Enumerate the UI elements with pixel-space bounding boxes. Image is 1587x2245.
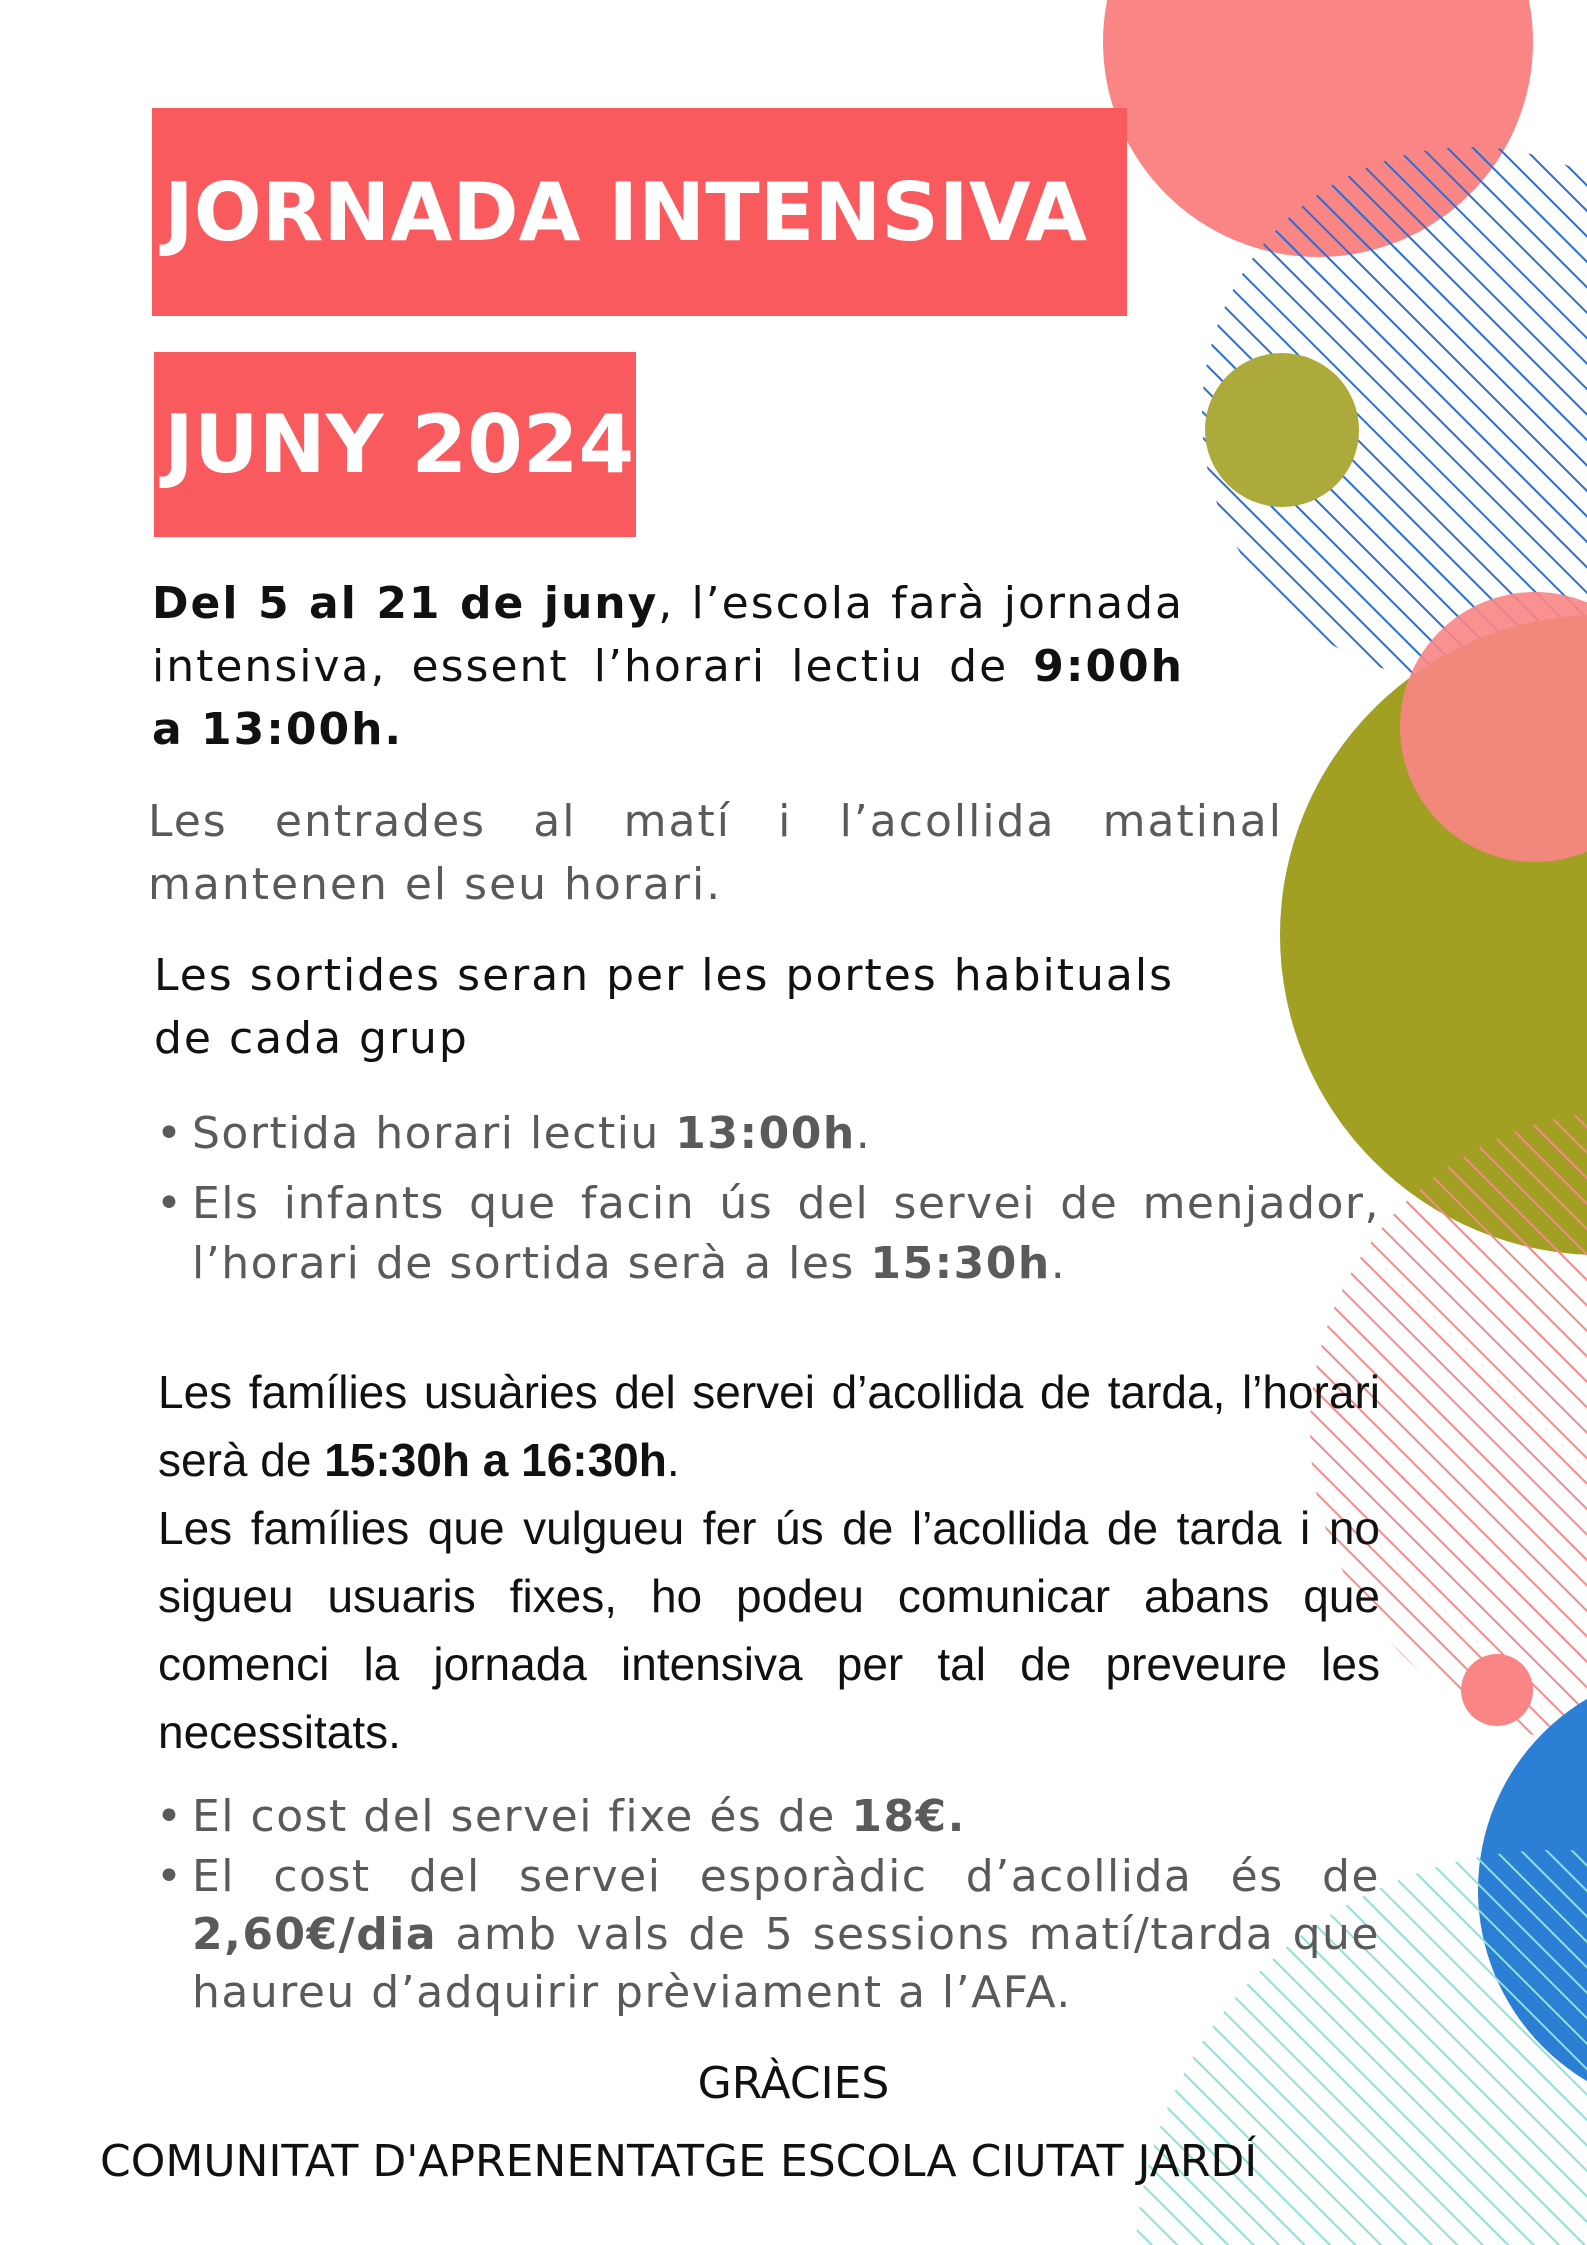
exit-times-list bbox=[150, 1104, 1380, 1304]
afternoon-hours: 15:30h a 16:30h bbox=[324, 1434, 667, 1486]
coral-small-circle bbox=[1461, 1654, 1533, 1726]
list-item: • Sortida horari lectiu 13:00h. bbox=[150, 1104, 1380, 1164]
subtitle-banner bbox=[154, 352, 636, 537]
dates-text: , l’escola farà jornada intensiva, essent l’horari lectiu de bbox=[152, 578, 1184, 692]
exits-paragraph: Les sortides seran per les portes habituals de cada grup bbox=[154, 950, 1174, 1064]
olive-small-circle bbox=[1205, 353, 1359, 507]
afternoon-care-paragraph: Les famílies usuàries del servei d’acollida de tarda, l’horari serà de 15:30h a 16:30h. Les famílies que vulgueu fer ús de l’acollida de tarda i no sigueu usuaris fixes, ho podeu comunicar abans que comenci la jornada intensiva per tal de preveure les necessitats. bbox=[158, 1366, 1380, 1758]
page-title: JORNADA INTENSIVA bbox=[164, 165, 1088, 259]
page-subtitle: JUNY 2024 bbox=[164, 398, 635, 491]
bullet-icon: • bbox=[156, 1851, 184, 1902]
organization-name: COMUNITAT D'APRENENTATGE ESCOLA CIUTAT JARDÍ bbox=[100, 2136, 1258, 2187]
thanks-text: GRÀCIES bbox=[697, 2058, 890, 2109]
entries-paragraph: Les entrades al matí i l’acollida matinal mantenen el seu horari. bbox=[148, 796, 1283, 910]
dates-paragraph bbox=[152, 572, 1184, 761]
bullet-icon: • bbox=[156, 1178, 184, 1229]
bullet-icon: • bbox=[156, 1108, 184, 1159]
title-banner bbox=[152, 108, 1127, 316]
list-item: • Els infants que facin ús del servei de menjador, l’horari de sortida serà a les 15:30h. bbox=[150, 1174, 1380, 1294]
list-item: • El cost del servei fixe és de 18€. bbox=[150, 1788, 1380, 1846]
list-item: • El cost del servei esporàdic d’acollida és de 2,60€/dia amb vals de 5 sessions matí/tarda que haureu d’adquirir prèviament a l’AFA. bbox=[150, 1848, 1380, 2022]
dates-range: Del 5 al 21 de juny bbox=[152, 578, 659, 629]
bullet-icon: • bbox=[156, 1791, 184, 1842]
cost-list bbox=[150, 1788, 1380, 2024]
school-hours: 9:00h a 13:00h. bbox=[152, 641, 1184, 755]
